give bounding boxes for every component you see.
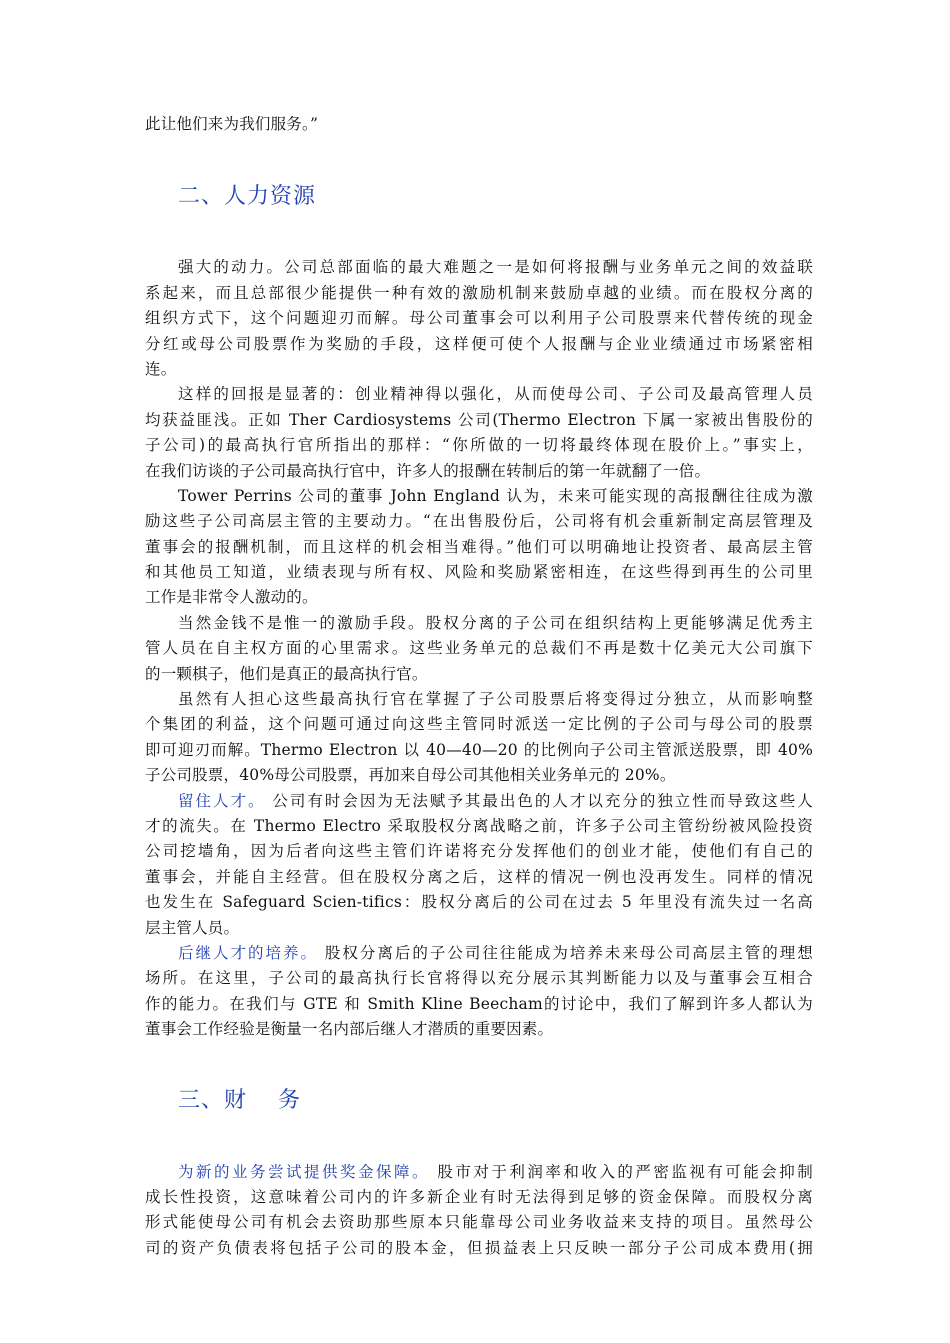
paragraph-line: 子公司)的最高执行官所指出的那样：“你所做的一切将最终体现在股价上。”事实上， — [145, 436, 813, 455]
paragraph-line — [145, 1160, 813, 1185]
keyword-funding: 为新的业务尝试提供奖金保障。 — [178, 1162, 430, 1181]
paragraph-line: 即可迎刃而解。Thermo Electron 以 40—40—20 的比例向子公司主管派送股票，即 40% — [145, 740, 813, 759]
paragraph-line: 虽然有人担心这些最高执行官在掌握了子公司股票后将变得过分独立，从而影响整 — [178, 690, 813, 709]
paragraph-line: 作的能力。在我们与 GTE 和 Smith Kline Beecham的讨论中，我们了解到许多人都认为 — [145, 994, 813, 1013]
keyword-succession: 后继人才的培养。 — [178, 943, 318, 962]
paragraph-line: 子公司股票，40%母公司股票，再加来自母公司其他相关业务单元的 20%。 — [145, 766, 676, 785]
paragraph-line: 当然金钱不是惟一的激励手段。股权分离的子公司在组织结构上更能够满足优秀主 — [178, 613, 813, 632]
paragraph-line: 个集团的利益，这个问题可通过向这些主管同时派送一定比例的子公司与母公司的股票 — [145, 715, 813, 734]
paragraph-line: 也发生在 Safeguard Scien-tifics：股权分离后的公司在过去 5 年里没有流失过一名高 — [145, 893, 813, 912]
spacer — [145, 213, 813, 255]
paragraph-line: 的一颗棋子，他们是真正的最高执行官。 — [145, 664, 428, 683]
spacer — [145, 137, 813, 181]
paragraph-line: 分红或母公司股票作为奖励的手段，这样便可使个人报酬与企业业绩通过市场紧密相 — [145, 334, 813, 353]
paragraph-line: 董事会，并能自主经营。但在股权分离之后，这样的情况一例也没再发生。同样的情况 — [145, 867, 813, 886]
paragraph-line: 场所。在这里，子公司的最高执行长官将得以充分展示其判断能力以及与董事会互相合 — [145, 969, 813, 988]
spacer — [145, 1117, 813, 1160]
paragraph-line: 才的流失。在 Thermo Electro 采取股权分离战略之前，许多子公司主管纷纷被风险投资 — [145, 816, 813, 835]
paragraph-line: 在我们访谈的子公司最高执行官中，许多人的报酬在转制后的第一年就翻了一倍。 — [145, 461, 711, 480]
intro-tail-line: 此让他们来为我们服务。” — [145, 115, 319, 133]
paragraph-line: 层主管人员。 — [145, 918, 240, 937]
paragraph-line: 公司挖墙角，因为后者向这些主管们许诺将充分发挥他们的创业才能，使他们有自己的 — [145, 842, 813, 861]
paragraph-line: 董事会的报酬机制，而且这样的机会相当难得。”他们可以明确地让投资者、最高层主管 — [145, 537, 813, 556]
paragraph-line: 连。 — [145, 359, 177, 378]
paragraph-line — [145, 941, 813, 966]
paragraph-line: 均获益匪浅。正如 Ther Cardiosystems 公司(Thermo Electron 下属一家被出售股份的 — [145, 410, 813, 429]
paragraph-line: 励这些子公司高层主管的主要动力。“在出售股份后，公司将有机会重新制定高层管理及 — [145, 512, 813, 531]
paragraph-line: 和其他员工知道，业绩表现与所有权、风险和奖励紧密相连，在这些得到再生的公司里 — [145, 563, 813, 582]
paragraph-line: 形式能使母公司有机会去资助那些原本只能靠母公司业务收益来支持的项目。虽然母公 — [145, 1213, 813, 1232]
keyword-retain-talent: 留住人才。 — [178, 791, 266, 810]
paragraph-line: 管人员在自主权方面的心里需求。这些业务单元的总裁们不再是数十亿美元大公司旗下 — [145, 639, 813, 658]
paragraph-line: 董事会工作经验是衡量一名内部后继人才潜质的重要因素。 — [145, 1020, 554, 1039]
paragraph-line: 司的资产负债表将包括子公司的股本金，但损益表上只反映一部分子公司成本费用(拥 — [145, 1238, 813, 1257]
section-heading-human-resources: 二、人力资源 — [178, 184, 317, 210]
paragraph-line-text: 股市对于利润率和收入的严密监视有可能会抑制 — [429, 1162, 813, 1181]
paragraph-line: 组织方式下，这个问题迎刃而解。母公司董事会可以利用子公司股票来代替传统的现金 — [145, 309, 813, 328]
paragraph-line: 这样的回报是显著的：创业精神得以强化，从而使母公司、子公司及最高管理人员 — [178, 385, 813, 404]
section-heading-finance: 三、财 务 — [178, 1087, 301, 1113]
paragraph-line: 强大的动力。公司总部面临的最大难题之一是如何将报酬与业务单元之间的效益联 — [178, 258, 813, 277]
document-page — [145, 112, 813, 1261]
paragraph-line-text: 股权分离后的子公司往往能成为培养未来母公司高层主管的理想 — [317, 943, 813, 962]
paragraph-line-text: 公司有时会因为无法赋予其最出色的人才以充分的独立性而导致这些人 — [265, 791, 813, 810]
paragraph-line: 工作是非常令人激动的。 — [145, 588, 318, 607]
paragraph-line: Tower Perrins 公司的董事 John England 认为，未来可能实现的高报酬往往成为激 — [178, 486, 813, 505]
paragraph-line: 系起来，而且总部很少能提供一种有效的激励机制来鼓励卓越的业绩。而在股权分离的 — [145, 283, 813, 302]
spacer — [145, 1043, 813, 1085]
paragraph-line — [145, 789, 813, 814]
paragraph-line: 成长性投资，这意味着公司内的许多新企业有时无法得到足够的资金保障。而股权分离 — [145, 1187, 813, 1206]
